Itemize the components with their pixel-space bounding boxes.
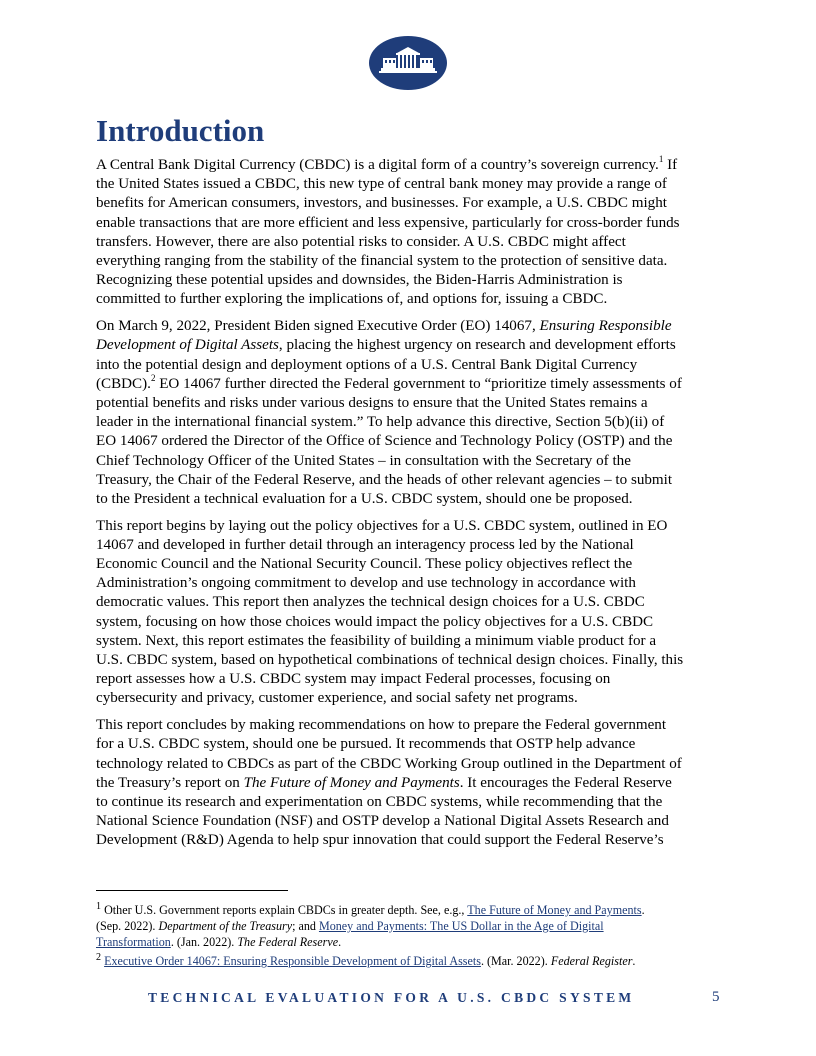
paragraph-2: On March 9, 2022, President Biden signed Executive Order (EO) 14067, Ensuring Responsible Development of Digital Assets, placing the highest urgency on research and development efforts into the potential design and deployment options of a U.S. Central Bank Digital Currency (CBDC).$^2$ EO 14067 further directed the Federal government to “prioritize timely assessments of potential benefits and risks under various designs to ensure that the United States remains a leader in the international financial system.” To help advance this directive, Section 5(b)(ii) of EO 14067 ordered the Director of the Office of Science and Technology Policy (OSTP) and the Chief Technology Officer of the United States – in consultation with the Secretary of the Treasury, the Chair of the Federal Reserve, and the heads of other relevant agencies – to submit to the President a technical evaluation for a U.S. CBDC system, should one be proposed. bbox=[96, 318, 682, 507]
footnote-2: $^2$ Executive Order 14067: Ensuring Responsible Development of Digital Assets. (Mar. 2022). Federal Register. bbox=[96, 952, 636, 969]
paragraph-3: This report begins by laying out the policy objectives for a U.S. CBDC system, outlined in EO 14067 and developed in further detail through an interagency process led by the National Economic Council and the National Security Council. These policy objectives reflect the Administration’s ongoing commitment to develop and use technology in accordance with democratic values. This report then analyzes the technical design choices for a U.S. CBDC system, focusing on how those choices would impact the policy objectives for a U.S. CBDC system. Next, this report estimates the feasibility of building a minimum viable product for a U.S. CBDC system, based on hypothetical combinations of technical design choices. Finally, this report assesses how a U.S. CBDC system may impact Federal processes, focusing on cybersecurity and privacy, customer experience, and social safety net programs. bbox=[96, 517, 684, 707]
link-money-and-payments-cont[interactable]: Transformation bbox=[96, 934, 171, 949]
white-house-seal-icon bbox=[369, 36, 447, 90]
footnote-1: $^1$ Other U.S. Government reports explain CBDCs in greater depth. See, e.g., The Future of Money and Payments. (Sep. 2022). Department of the Treasury; and Money and Payments: The US Dollar in the Age of Digital Transformation. (Jan. 2022). The Federal Reserve. bbox=[96, 901, 645, 949]
footnote-ref-1[interactable]: 1 bbox=[658, 153, 664, 164]
link-executive-order-14067[interactable]: Executive Order 14067: Ensuring Responsible Development of Digital Assets bbox=[104, 954, 481, 969]
paragraph-1: A Central Bank Digital Currency (CBDC) is a digital form of a country’s sovereign currency.$^1$ If the United States issued a CBDC, this new type of central bank money may provide a range of benefits for American consumers, investors, and businesses. For example, a U.S. CBDC might enable transactions that are more efficient and less expensive, particularly for cross-border funds transfers. However, there are also potential risks to consider. A U.S. CBDC might affect everything ranging from the stability of the financial system to the protection of sensitive data. Recognizing these potential upsides and downsides, the Biden-Harris Administration is committed to further exploring the implications of, and options for, issuing a CBDC. bbox=[96, 153, 680, 308]
document-body bbox=[96, 153, 720, 858]
paragraph-4: This report concludes by making recommendations on how to prepare the Federal government for a U.S. CBDC system, should one be pursued. It recommends that OSTP help advance technology related to CBDCs as part of the CBDC Working Group outlined in the Department of the Treasury’s report on The Future of Money and Payments. It encourages the Federal Reserve to continue its research and experimentation on CBDC systems, while recommending that the National Science Foundation (NSF) and OSTP develop a National Digital Assets Research and Development (R&D) Agenda to help spur innovation that could support the Federal Reserve’s bbox=[96, 717, 682, 849]
footnote-ref-2[interactable]: 2 bbox=[150, 372, 156, 383]
footer-title: TECHNICAL EVALUATION FOR A U.S. CBDC SYSTEM bbox=[148, 990, 635, 1005]
footnote-divider bbox=[96, 890, 288, 891]
footnotes bbox=[96, 899, 720, 970]
link-future-of-money[interactable]: The Future of Money and Payments bbox=[467, 903, 642, 918]
link-money-and-payments[interactable]: Money and Payments: The US Dollar in the Age of Digital bbox=[318, 918, 604, 933]
page-title: Introduction bbox=[96, 113, 265, 148]
page-number: 5 bbox=[712, 989, 720, 1005]
